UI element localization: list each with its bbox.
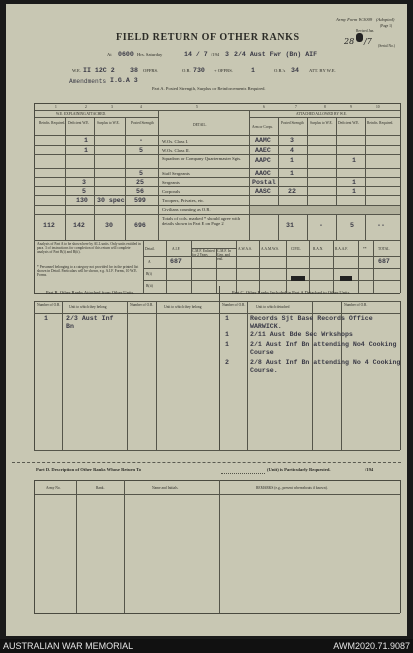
- part-b-unit: 2/3 Aust Inf Bn: [66, 315, 114, 330]
- offrs-value: 38: [130, 67, 138, 74]
- col-number: 9: [350, 105, 352, 109]
- rule: [236, 240, 237, 293]
- row-detail: Staff Sergeants: [162, 171, 190, 176]
- rule: [34, 154, 400, 155]
- att-offrs-value: 1: [251, 67, 255, 74]
- part-c-number: 2: [225, 359, 229, 366]
- row-detail: W.Os. Class I.: [162, 139, 189, 144]
- totals-label: Totals of cols. marked * should agree with details shown in Part E on Page 2: [162, 216, 241, 226]
- col-number: 3: [111, 105, 113, 109]
- rule: [34, 135, 400, 136]
- rule: [127, 301, 128, 450]
- rule: [336, 117, 337, 240]
- rule: [34, 117, 158, 118]
- footer-accession: AWM2020.71.9087: [333, 641, 410, 651]
- rule: [249, 110, 250, 240]
- row-posted: 25: [136, 179, 144, 186]
- analysis-row-label: B(i): [146, 272, 152, 276]
- rule: [34, 195, 400, 196]
- amendments-label: Amendments: [69, 78, 107, 85]
- analysis-note: Analysis of Part A to be shown here by ALL units. Only units entitled in para. 3 of instructions for completion of this return will complete analysis of Part B(i) and B(ii).: [37, 242, 141, 254]
- row-posted: 5: [139, 170, 143, 177]
- rule: [247, 301, 248, 450]
- row-arm: AAOC: [255, 170, 271, 177]
- part-c-title: Part C. Other Ranks Included in Part A Detached to Other Units.: [232, 290, 351, 295]
- col-number: 1: [55, 105, 57, 109]
- att-by-we-label: ATT. BY W.E.: [309, 68, 336, 73]
- part-a-title: Part A. Posted Strength, Surplus or Reinforcements Required.: [152, 86, 266, 91]
- part-b-header: Unit to which they belong: [69, 305, 107, 309]
- row-posted: 56: [136, 188, 144, 195]
- rule: [34, 168, 400, 169]
- row-r-deficient: 1: [352, 157, 356, 164]
- analysis-header: R.A.A.F.: [335, 247, 348, 251]
- rule: [143, 280, 400, 281]
- row-r-posted: 3: [290, 137, 294, 144]
- rule: [358, 240, 359, 293]
- total-reinfts: 112: [43, 222, 55, 229]
- col-number: 7: [295, 105, 297, 109]
- row-deficient: 1: [84, 147, 88, 154]
- analysis-header: **: [363, 247, 367, 251]
- part-b-header: Number of O.R.: [130, 303, 154, 307]
- rule: [34, 480, 400, 481]
- analysis-header: A.I.F.: [172, 247, 181, 251]
- row-detail: Troopers, Privates, etc.: [162, 198, 205, 203]
- col-number: 8: [324, 105, 326, 109]
- rule: [400, 480, 401, 613]
- rule: [307, 117, 308, 240]
- time-value: 0600: [118, 51, 134, 58]
- row-arm: AAPC: [255, 157, 271, 164]
- analysis-row-label: A: [148, 260, 151, 264]
- part-b-header: Number of O.R.: [37, 303, 61, 307]
- ors-label: O.R.'s: [274, 68, 286, 73]
- part-c-unit: 2/11 Aust Bde Sec Wrkshops: [250, 331, 353, 338]
- shaded-cell: [250, 206, 400, 214]
- left-group-header: W.E. EXPLAINING ATTACHED.: [56, 112, 106, 116]
- part-b-header: Unit to which they belong: [164, 305, 202, 309]
- rule: [309, 240, 310, 293]
- part-c-unit: Records Sjt Base Records Office WARWICK.: [250, 315, 373, 330]
- rule: [94, 117, 95, 240]
- col-number: 6: [263, 105, 265, 109]
- header-r-reinfts: Reinfts. Required.: [367, 121, 394, 125]
- year-prefix: /194: [211, 52, 220, 57]
- rule: [124, 480, 125, 613]
- tear-line: [12, 462, 401, 463]
- part-d-header: Rank.: [96, 486, 105, 490]
- row-r-posted: 4: [290, 147, 294, 154]
- offrs-label: OFFRS.: [143, 68, 159, 73]
- part-d-header: Army No.: [46, 486, 61, 490]
- row-detail: W.Os. Class II.: [162, 148, 190, 153]
- header-surplus: Surplus to W.E.: [97, 121, 120, 125]
- analysis-row-label: B(ii): [146, 284, 153, 288]
- row-arm: AASC: [255, 188, 271, 195]
- rule: [34, 450, 400, 451]
- rule: [373, 240, 374, 293]
- row-r-posted: 1: [290, 170, 294, 177]
- rule: [34, 186, 400, 187]
- rule: [34, 145, 400, 146]
- header-deficient: Deficient W.E.: [68, 121, 90, 125]
- analysis-header: TOTAL: [378, 247, 390, 251]
- rule: [34, 301, 400, 302]
- col-number: 10: [376, 105, 380, 109]
- rule: [219, 480, 220, 613]
- rule: [365, 117, 366, 240]
- header-r-posted: Posted Strength: [281, 121, 304, 125]
- rule: [278, 117, 279, 240]
- total-r-surplus: -: [319, 222, 323, 229]
- part-c-header: Unit to which detached: [256, 305, 290, 309]
- total-surplus: 30: [105, 222, 113, 229]
- redaction-block: [340, 276, 352, 281]
- ink-blot: [356, 33, 363, 42]
- row-arm: AAEC: [255, 147, 271, 154]
- rule: [34, 214, 400, 215]
- analysis-total: 687: [378, 258, 390, 265]
- header-r-deficient: Deficient W.E.: [338, 121, 360, 125]
- page-label: (Page 1): [380, 24, 393, 28]
- total-r-posted: 31: [286, 222, 294, 229]
- row-detail: Squadron or Company Quartermaster Sgts.: [162, 156, 242, 161]
- row-posted: 599: [134, 197, 146, 204]
- rule: [286, 240, 287, 293]
- adopted-label: (Adopted): [376, 17, 395, 22]
- serial-number: 28: [344, 37, 355, 46]
- we-label: W.E.: [72, 68, 82, 73]
- header-posted: Posted Strength: [131, 121, 154, 125]
- rule: [221, 473, 265, 474]
- part-c-number: 1: [225, 331, 229, 338]
- rule: [156, 301, 157, 450]
- part-a-top-rule: [34, 103, 400, 104]
- analysis-header: A.W.A.S.: [238, 247, 252, 251]
- part-b-number: 1: [44, 315, 48, 322]
- analysis-header: CIVIL: [291, 247, 301, 251]
- rule: [65, 117, 66, 240]
- row-posted: -: [139, 137, 143, 144]
- total-deficient: 142: [73, 222, 85, 229]
- rule: [34, 313, 400, 314]
- row-deficient: 130: [76, 197, 88, 204]
- row-posted: 5: [139, 147, 143, 154]
- rule: [219, 286, 220, 450]
- rule: [34, 301, 35, 450]
- total-r-reinfts: --: [377, 222, 385, 229]
- analysis-header: R.A.N.: [313, 247, 324, 251]
- rule: [34, 103, 35, 293]
- rule: [333, 240, 334, 293]
- part-c-header: Number of O.R.: [344, 303, 368, 307]
- part-c-unit: 2/1 Aust Inf Bn attending No4 Cooking Course: [250, 341, 397, 356]
- amendments-value: I.G.A 3: [110, 77, 138, 84]
- right-group-header: ATTACHED ALLOWED BY W.E.: [296, 112, 347, 116]
- col-number: 5: [196, 105, 198, 109]
- header-arm: Arm or Corps.: [252, 125, 273, 129]
- row-surplus: 30 spec: [97, 197, 125, 204]
- rule: [400, 103, 401, 293]
- analysis-header: Detail.: [145, 247, 155, 251]
- analysis-header: A.A.M.W.S.: [261, 247, 279, 251]
- year-digit: 3: [225, 51, 229, 58]
- row-detail: Sergeants: [162, 180, 180, 185]
- part-c-unit: 2/8 Aust Inf Bn attending No 4 Cooking Course.: [250, 359, 401, 374]
- row-deficient: 5: [82, 188, 86, 195]
- part-d-header: Name and Initials.: [152, 486, 179, 490]
- form-title: FIELD RETURN OF OTHER RANKS: [116, 32, 300, 43]
- header-reinfts: Reinfts. Required.: [39, 121, 66, 125]
- hrs-label: Hrs. Saturday: [137, 52, 163, 57]
- part-c-number: 1: [225, 341, 229, 348]
- part-b-title: Part B. Other Ranks Attached from Other Units.: [46, 290, 135, 295]
- row-detail: Corporals: [162, 189, 181, 194]
- revised-label: Revised Jan.: [356, 29, 375, 33]
- row-arm: Postal: [252, 179, 276, 186]
- serial-no-label: (Serial No.): [378, 44, 395, 48]
- analysis-aif: 687: [170, 258, 182, 265]
- rule: [158, 110, 159, 240]
- or-label: O.R.: [182, 68, 191, 73]
- row-arm: AAMC: [255, 137, 271, 144]
- rule: [76, 480, 77, 613]
- rule: [166, 240, 167, 293]
- unit-value: 2/4 Aust Fwr (Bn) AIF: [234, 51, 318, 58]
- header-r-surplus: Surplus to W.E.: [310, 121, 333, 125]
- date-value: 14 / 7: [184, 51, 208, 58]
- att-ors-value: 34: [291, 67, 299, 74]
- part-d-title: Part D. Description of Other Ranks Whose Return To: [36, 467, 142, 472]
- row-r-deficient: 1: [352, 188, 356, 195]
- rule: [143, 240, 144, 293]
- rule: [34, 177, 400, 178]
- redaction-block: [291, 276, 305, 281]
- rule: [34, 480, 35, 613]
- rule: [143, 256, 400, 257]
- army-form-label: Army Form W.3009: [336, 17, 373, 22]
- or-value: 730: [193, 67, 205, 74]
- rule: [259, 240, 260, 293]
- analysis-header: C.M.F. In Gen. and entl.: [217, 249, 231, 261]
- footer-institution: AUSTRALIAN WAR MEMORIAL: [3, 641, 134, 651]
- part-d-header: REMARKS (e.g., present whereabouts if known).: [256, 486, 328, 490]
- analysis-footnote: * Personnel belonging to a category not provided for in the printed list shown in Detail. Particulars will be shown, e.g. A.I.F. Forms, 10 W.E. Forms.: [37, 265, 139, 277]
- rule: [125, 117, 126, 240]
- row-r-posted: 1: [290, 157, 294, 164]
- part-d-title-unit: (Unit) is Particularly Requested.: [267, 467, 331, 472]
- part-d-title-date: /194: [365, 467, 374, 472]
- header-detail: DETAIL.: [193, 123, 207, 127]
- analysis-header: C.M.F. Enlisted for 2 Years: [192, 249, 215, 257]
- col-number: 2: [85, 105, 87, 109]
- form-sheet: [6, 4, 407, 636]
- plus-offrs-label: + OFFRS.: [214, 68, 233, 73]
- row-r-deficient: 1: [352, 179, 356, 186]
- col-number: 4: [140, 105, 142, 109]
- total-posted: 696: [134, 222, 146, 229]
- row-detail: Civilians counting as O.R.: [162, 207, 211, 212]
- part-c-header: Number of O.R.: [222, 303, 246, 307]
- rule: [34, 613, 400, 614]
- rule: [34, 240, 400, 241]
- total-r-deficient: 5: [350, 222, 354, 229]
- rule: [34, 494, 400, 495]
- we-value: II 12C 2: [83, 67, 115, 74]
- row-r-posted: 22: [288, 188, 296, 195]
- row-deficient: 3: [82, 179, 86, 186]
- rule: [34, 110, 400, 111]
- at-label: At: [107, 52, 112, 57]
- rule: [62, 301, 63, 450]
- serial-suffix: /7: [364, 37, 372, 46]
- rule: [249, 117, 400, 118]
- archive-footer: [0, 639, 413, 653]
- row-deficient: 1: [84, 137, 88, 144]
- rule: [143, 268, 400, 269]
- part-c-number: 1: [225, 315, 229, 322]
